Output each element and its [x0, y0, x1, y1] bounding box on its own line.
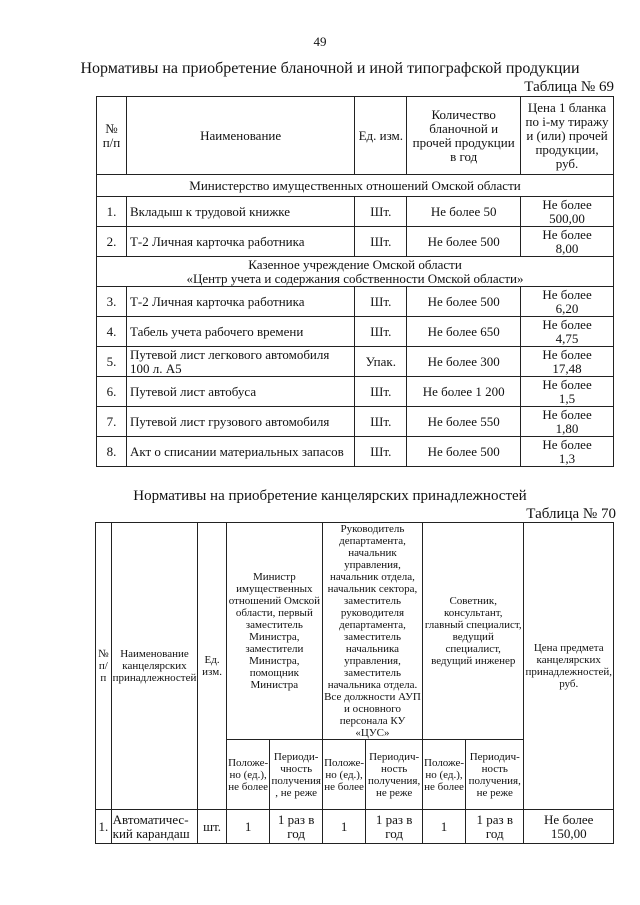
cell-period-b: 1 раз в год — [366, 810, 423, 844]
table-row — [97, 287, 614, 317]
header-period-a: Периоди-чность получения , не реже — [270, 740, 322, 810]
cell-qty: Не более 500 — [407, 287, 521, 317]
cell-unit: Шт. — [355, 317, 407, 347]
cell-price — [521, 407, 614, 437]
cell-unit: Шт. — [355, 287, 407, 317]
price-line-2: 1,80 — [555, 420, 579, 436]
cell-name: Вкладыш к трудовой книжке — [126, 197, 354, 227]
cell-unit: Упак. — [355, 347, 407, 377]
header-period-c: Периодич-ность получения, не реже — [466, 740, 524, 810]
cell-name: Автоматичес-кий карандаш — [111, 810, 198, 844]
cell-qty: Не более 500 — [407, 227, 521, 257]
cell-price — [521, 377, 614, 407]
group-line-1: Казенное учреждение Омской области — [248, 256, 462, 272]
table-label-69: Таблица № 69 — [524, 79, 614, 95]
cell-qty-b: 1 — [322, 810, 365, 844]
group-row-ministry: Министерство имущественных отношений Омской области — [97, 175, 614, 197]
table-row — [97, 377, 614, 407]
cell-name: Путевой лист легкового автомобиля 100 л. А5 — [126, 347, 354, 377]
cell-name: Акт о списании материальных запасов — [126, 437, 354, 467]
header-group-c: Советник, консультант, главный специалист, ведущий специалист, ведущий инженер — [423, 523, 524, 740]
cell-unit: Шт. — [355, 377, 407, 407]
price-line-1: Не более — [542, 286, 592, 302]
cell-price — [521, 347, 614, 377]
table-row — [97, 437, 614, 467]
cell-price — [521, 287, 614, 317]
cell-num: 5. — [97, 347, 127, 377]
cell-price — [521, 197, 614, 227]
table-row — [97, 407, 614, 437]
cell-qty: Не более 500 — [407, 437, 521, 467]
cell-name: Т-2 Личная карточка работника — [126, 287, 354, 317]
cell-qty: Не более 550 — [407, 407, 521, 437]
table-label-70: Таблица № 70 — [526, 506, 616, 522]
header-qty-c: Положе-но (ед.), не более — [423, 740, 466, 810]
price-line-1: Не более — [544, 811, 594, 827]
cell-period-c: 1 раз в год — [466, 810, 524, 844]
cell-qty: Не более 50 — [407, 197, 521, 227]
header-price: Цена 1 бланка по i-му тиражу и (или) прочей продукции, руб. — [521, 97, 614, 175]
price-line-1: Не более — [542, 226, 592, 242]
header-group-b: Руководитель департамента, начальник управления, начальник отдела, начальник сектора, заместитель руководителя департамента, заместитель начальника управления, заместитель начальника отдела. Все должности АУП и основного персонала КУ «ЦУС» — [324, 523, 421, 739]
price-line-1: Не более — [542, 376, 592, 392]
cell-unit: Шт. — [355, 197, 407, 227]
cell-price — [521, 437, 614, 467]
price-line-2: 8,00 — [555, 240, 579, 256]
section-title-2: Нормативы на приобретение канцелярских принадлежностей — [133, 488, 527, 504]
price-line-1: Не более — [542, 436, 592, 452]
cell-name: Путевой лист автобуса — [126, 377, 354, 407]
price-line-2: 4,75 — [555, 330, 579, 346]
section-title-1: Нормативы на приобретение бланочной и иной типографской продукции — [80, 60, 580, 77]
header-unit: Ед. изм. — [355, 97, 407, 175]
price-line-2: 150,00 — [550, 825, 587, 841]
header-qty-a: Положе-но (ед.), не более — [226, 740, 270, 810]
price-line-2: 1,3 — [558, 450, 576, 466]
price-line-1: Не более — [542, 346, 592, 362]
table-row — [97, 197, 614, 227]
header-num: № п/п — [97, 97, 127, 175]
table-row — [97, 317, 614, 347]
cell-qty: Не более 1 200 — [407, 377, 521, 407]
cell-price — [521, 227, 614, 257]
cell-num: 6. — [97, 377, 127, 407]
header-qty: Количество бланочной и прочей продукции в год — [407, 97, 521, 175]
header-period-b: Периодич-ность получения, не реже — [366, 740, 423, 810]
cell-num: 4. — [97, 317, 127, 347]
table-row — [97, 227, 614, 257]
cell-num: 1. — [96, 810, 112, 844]
cell-name: Табель учета рабочего времени — [126, 317, 354, 347]
table-row — [96, 810, 614, 844]
cell-num: 1. — [97, 197, 127, 227]
cell-unit: шт. — [198, 810, 226, 844]
price-line-1: Не более — [542, 406, 592, 422]
price-line-2: 500,00 — [549, 210, 585, 226]
header-group-a: Министр имущественных отношений Омской области, первый заместитель Министра, заместители Министра, помощник Министра — [226, 523, 322, 740]
cell-name: Т-2 Личная карточка работника — [126, 227, 354, 257]
cell-num: 2. — [97, 227, 127, 257]
price-line-1: Не более — [542, 316, 592, 332]
table-70 — [95, 522, 614, 844]
cell-unit: Шт. — [355, 437, 407, 467]
header-name: Наименование канцелярских принадлежностей — [111, 523, 198, 810]
cell-num: 7. — [97, 407, 127, 437]
price-line-2: 17,48 — [552, 360, 582, 376]
cell-name: Путевой лист грузового автомобиля — [126, 407, 354, 437]
cell-num: 3. — [97, 287, 127, 317]
header-num: № п/п — [96, 523, 112, 810]
cell-qty: Не более 650 — [407, 317, 521, 347]
cell-period-a: 1 раз в год — [270, 810, 322, 844]
table-row — [97, 347, 614, 377]
cell-qty-c: 1 — [423, 810, 466, 844]
cell-num: 8. — [97, 437, 127, 467]
cell-unit: Шт. — [355, 407, 407, 437]
cell-qty: Не более 300 — [407, 347, 521, 377]
header-name: Наименование — [126, 97, 354, 175]
group-row-kus — [97, 257, 614, 287]
table-69 — [96, 96, 614, 467]
cell-unit: Шт. — [355, 227, 407, 257]
header-qty-b: Положе-но (ед.), не более — [322, 740, 365, 810]
page-number: 49 — [313, 34, 327, 49]
header-unit: Ед. изм. — [198, 523, 226, 810]
header-price: Цена предмета канцелярских принадлежностей, руб. — [524, 523, 614, 810]
group-line-2: «Центр учета и содержания собственности Омской области» — [186, 270, 524, 286]
price-line-1: Не более — [542, 196, 592, 212]
cell-qty-a: 1 — [226, 810, 270, 844]
price-line-2: 6,20 — [555, 300, 579, 316]
cell-price — [521, 317, 614, 347]
cell-price — [524, 810, 614, 844]
price-line-2: 1,5 — [558, 390, 576, 406]
